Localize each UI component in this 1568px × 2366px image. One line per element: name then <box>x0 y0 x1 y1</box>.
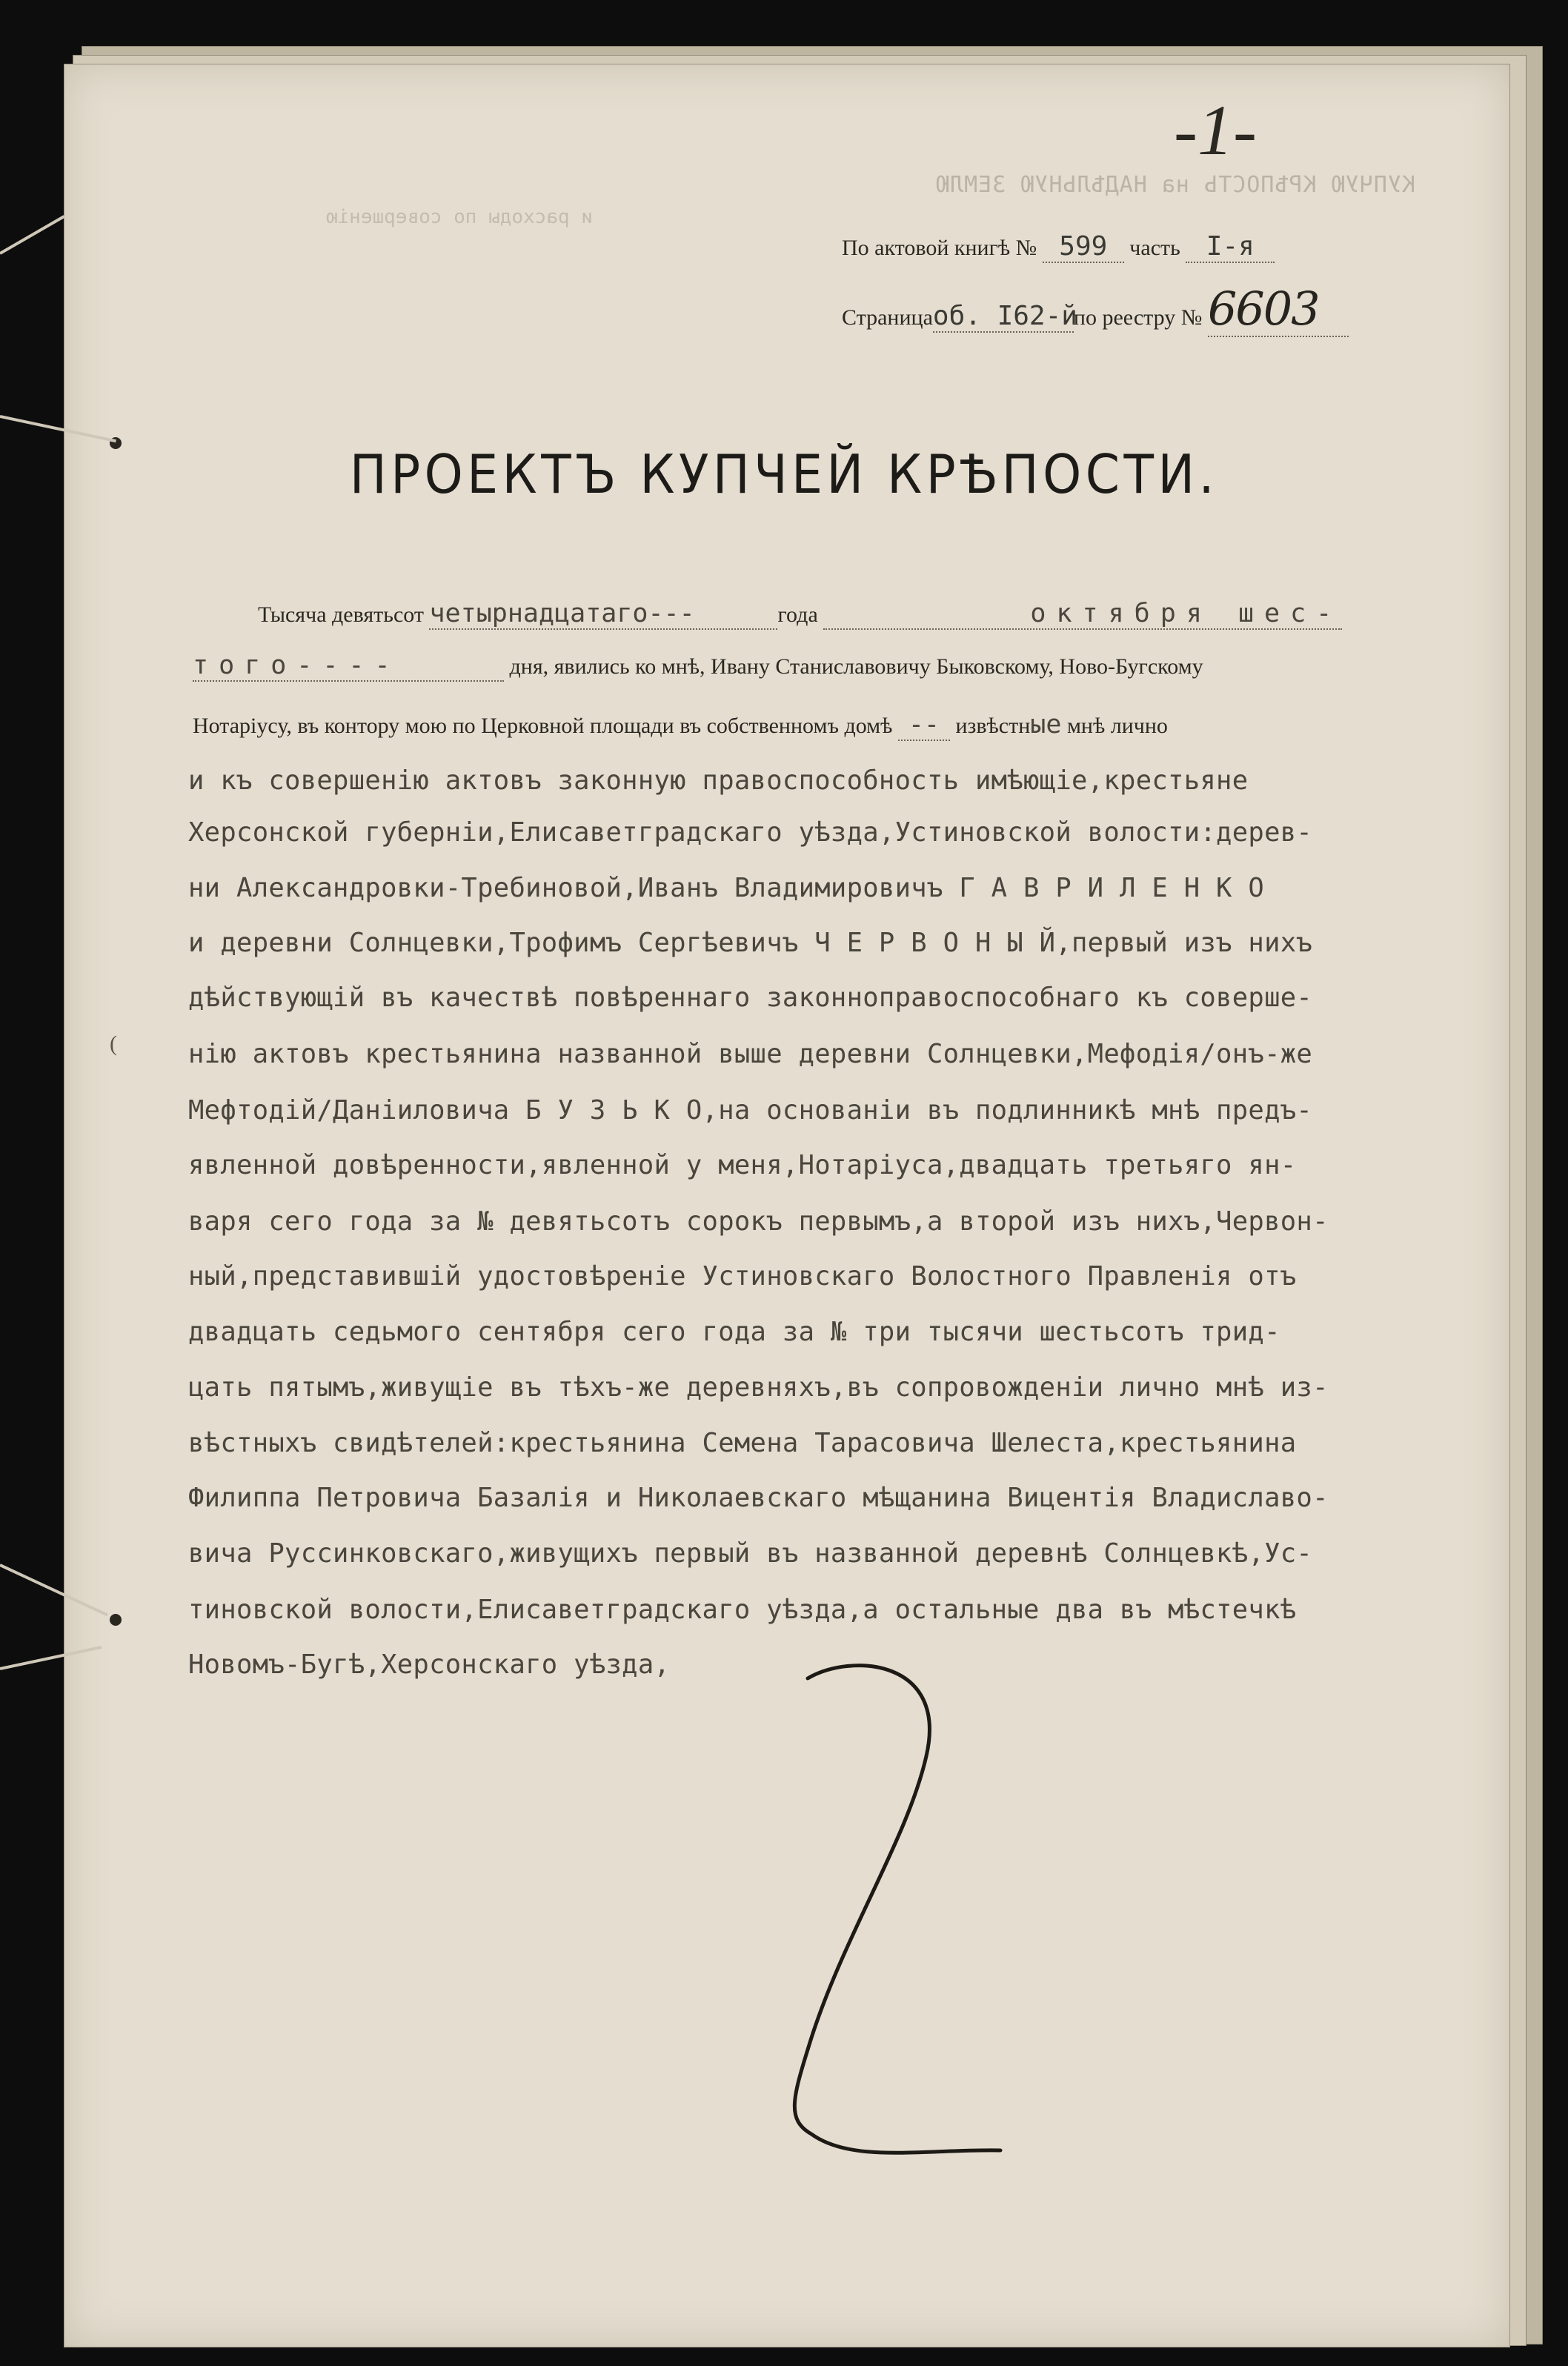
intro-year: четырнадцатаго--- <box>429 599 777 630</box>
body-line: варя сего года за № девятьсотъ сорокъ первымъ,а второй изъ нихъ,Червон- <box>188 1206 1329 1237</box>
faded-stamp: и расходы по совершенію <box>325 206 593 228</box>
registry-part-value: I-я <box>1186 231 1275 263</box>
intro-printed: Нотаріусу, въ контору мою по Церковной площади въ собственномъ домѣ <box>193 714 893 738</box>
intro-printed: дня, явились ко мнѣ, Ивану Станиславовичу Быковскому, Ново-Бугскому <box>509 654 1203 679</box>
body-line: тиновской волости,Елисаветградскаго уѣзда,а остальные два въ мѣстечкѣ <box>188 1595 1297 1625</box>
body-line: двадцать седьмого сентября сего года за № три тысячи шестьсотъ трид- <box>188 1317 1280 1347</box>
body-line: ни Александровки-Требиновой,Иванъ Владимировичъ Г А В Р И Л Е Н К О <box>188 873 1265 903</box>
document-title: ПРОЕКТЪ КУПЧЕЙ КРѢПОСТИ. <box>349 443 1219 505</box>
binding-hole <box>110 1614 122 1626</box>
registry-part-label: часть <box>1129 236 1180 260</box>
registry-book-line <box>842 231 1275 263</box>
blank-space-z-mark <box>741 1652 1052 2186</box>
intro-typed: ые <box>1030 710 1062 740</box>
body-line: вича Руссинковскаго,живущихъ первый въ названной деревнѣ Солнцевкѣ,Ус- <box>188 1538 1313 1569</box>
body-line: вѣстныхъ свидѣтелей:крестьянина Семена Тарасовича Шелеста,крестьянина <box>188 1428 1297 1458</box>
body-line: Новомъ-Бугѣ,Херсонскаго уѣзда, <box>188 1649 671 1680</box>
body-line: цать пятымъ,живущіе въ тѣхъ-же деревняхъ,въ сопровожденіи лично мнѣ из- <box>188 1372 1329 1403</box>
registry-page-line <box>842 282 1349 337</box>
faded-stamp: КУПЧУЮ КРѢПОСТЬ на НАДѢЛЬНУЮ ЗЕМЛЮ <box>934 172 1415 198</box>
intro-printed: Тысяча девятьсот <box>258 602 424 627</box>
page-number: -1- <box>1174 90 1257 170</box>
registry-reestr-value: 6603 <box>1208 282 1349 337</box>
binding-string <box>0 215 65 254</box>
registry-page-label: Страница <box>842 305 933 330</box>
body-line: ный,представившій удостовѣреніе Устиновскаго Волостного Правленія отъ <box>188 1261 1297 1292</box>
intro-line-3 <box>193 710 1168 741</box>
intro-line-2 <box>193 651 1203 682</box>
body-line: явленной довѣренности,явленной у меня,Нотаріуса,двадцать третьяго ян- <box>188 1150 1297 1180</box>
intro-printed: года <box>777 602 818 627</box>
intro-line-1 <box>258 599 1342 630</box>
intro-day: того---- <box>193 651 504 682</box>
body-line: и деревни Солнцевки,Трофимъ Сергѣевичъ Ч Е Р В О Н Ы Й,первый изъ нихъ <box>188 928 1313 958</box>
body-line: дѣйствующій въ качествѣ повѣреннаго законноправоспособнаго къ соверше- <box>188 983 1313 1013</box>
body-line: Филиппа Петровича Базалія и Николаевскаго мѣщанина Вицентія Владиславо- <box>188 1483 1329 1513</box>
registry-book-label: По актовой книгѣ № <box>842 236 1037 260</box>
registry-page-value: об. I62-й <box>932 301 1077 331</box>
intro-printed: извѣстн <box>955 714 1031 738</box>
intro-month: октября шес- <box>823 599 1342 630</box>
body-line: нію актовъ крестьянина названной выше деревни Солнцевки,Мефодія/онъ-же <box>188 1039 1313 1069</box>
registry-book-number: 599 <box>1043 231 1124 263</box>
intro-printed: мнѣ лично <box>1066 714 1168 738</box>
body-line: и къ совершенію актовъ законную правоспособность имѣющіе,крестьяне <box>188 765 1249 796</box>
body-line: Херсонской губерніи,Елисаветградскаго уѣзда,Устиновской волости:дерев- <box>188 817 1313 848</box>
intro-typed: -- <box>898 710 950 741</box>
body-line: Мефтодій/Даніиловича Б У З Ь К О,на основаніи въ подлинникѣ мнѣ предъ- <box>188 1095 1313 1126</box>
registry-reestr-label: по реестру № <box>1073 305 1203 330</box>
margin-mark: ( <box>110 1031 117 1056</box>
